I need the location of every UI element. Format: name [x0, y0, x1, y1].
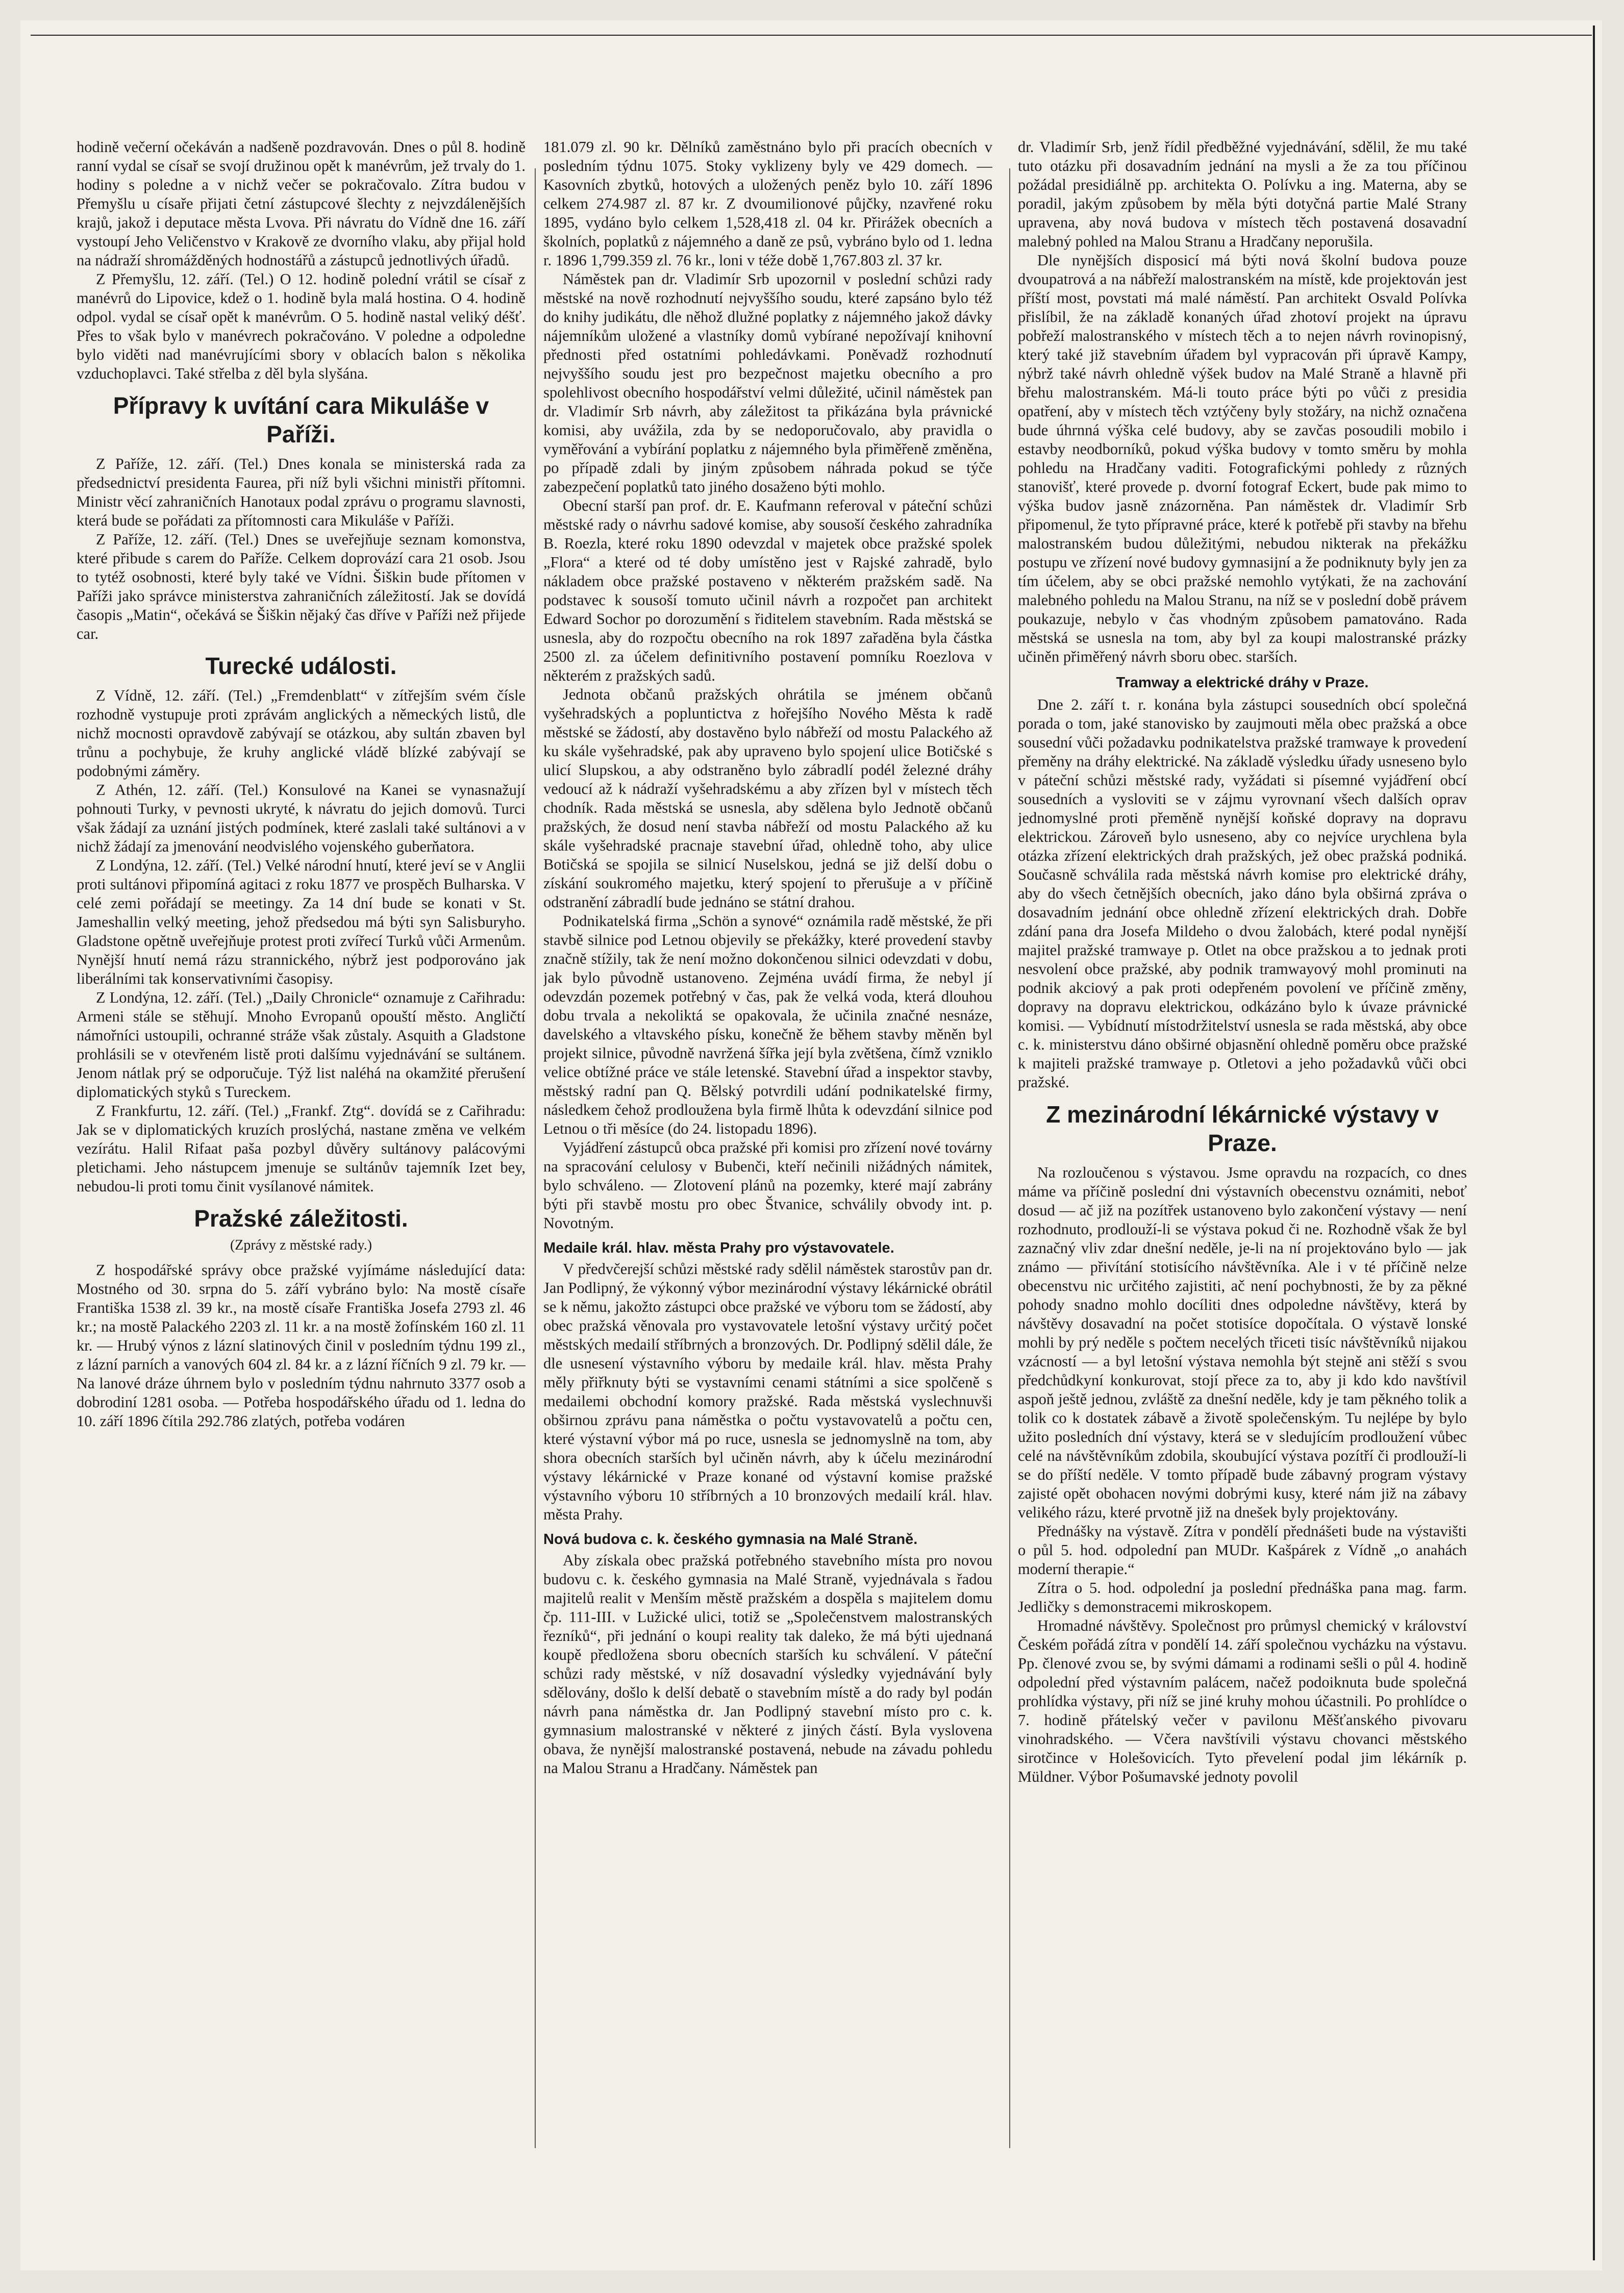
article-text: Přednášky na výstavě. Zítra v pondělí přednášeti bude na výstavišti o půl 5. hod. odpolední pan MUDr. Kašpárek z Vídně „o anahách moderní therapie.“	[1018, 1523, 1467, 1578]
article-text: Hromadné návštěvy. Společnost pro průmysl chemický v království Českém pořádá zítra v pondělí 14. září společnou vycházku na výstavu. Pp. členové zvou se, by svými dámami a rodinami sešli o půl 4. hodině odpolední před výstavním palácem, načež podoiknuta bude společná prohlídka výstavy, při níž se jiné kruhy mohou účastnili. Po prohlídce o 7. hodině přátelský večer v pavilonu Měšťanského pivovaru vinohradského. — Včera navštívili výstavu chovanci městského sirotčince v Holešovicích. Tyto převelení podal jim lékárník p. Müldner. Výbor Pošumavské jednoty povolil	[1018, 1617, 1467, 1785]
page-border-top	[31, 35, 1592, 36]
article-text: Z Paříže, 12. září. (Tel.) Dnes se uveřejňuje seznam komonstva, které přibude s carem do Paříže. Celkem doprovází cara 21 osob. Jsou to tytéž osobnosti, které byly také ve Vídni. Šiškin bude přítomen v Paříži jako správce ministerstva zahraničních záležitostí. Jak se dovídá časopis „Matin“, očekává se Šiškin nějaký čas dříve v Paříži než přijede car.	[77, 531, 526, 642]
newspaper-page	[20, 20, 1602, 2271]
article-text: Z Athén, 12. září. (Tel.) Konsulové na Kanei se vynasnažují pohnouti Turky, v pevnosti ukryté, k návratu do jejich domovů. Turci však žádají za uznání jistých podmínek, které zaslali také sultánovi a v nichž žádají za jmenování neodvislého vojenského guberňatora.	[77, 781, 526, 855]
article-text: Podnikatelská firma „Schön a synové“ oznámila radě městské, že při stavbě silnice pod Letnou objevily se překážky, které provedení stavby značně stížily, tak že není možno dokončenou silnici odevzdati v dobu, jak bylo původně ustanoveno. Zejména uvádí firma, že nebyl jí odevzdán pozemek potřebný v čas, pak že velká voda, která dlouhou dobu trvala a nekoliktá se opakovala, že učinila značné nesnáze, davelského a vltavského písku, konečně že během stavby měněn byl projekt silnice, původně navržená šířka její byla zvětšena, čímž vzniklo velice obtížné práce ve stále letenské. Stavební úřad a inspektor stavby, městský radní pan Q. Bělský potvrdili udání podnikatelské firmy, následkem čehož prodloužena byla firmě lhůta k odevzdání silnice pod Letnou o tři měsíce (do 24. listopadu 1896).	[543, 912, 992, 1137]
article-text: Dne 2. září t. r. konána byla zástupci sousedních obcí společná porada o tom, jaké stanovisko by zaujmouti měla obec pražská a obce sousední vůči požadavku podnikatelstva pražské tramwaye k provedení přeměny na dráhy elektrické. Na základě výsledku úřady usneseno bylo v páteční schůzi městské rady, vyžádati si písemné vyjádření obcí sousedních a vysloviti se v zájmu vyrovnaní všech dalších oprav jednomyslné proti přeměně nynější koňské dopravy na dopravu elektrickou. Zároveň bylo usneseno, aby co nejvíce urychlena byla otázka zřízení elektrických drah pražských, jež obec pražská podniká. Současně schválila rada městská návrh komise pro elektrické dráhy, aby do všech četnějších obecních, jako dáno byla obširná zpráva o dosavadním jednání obce ohledně zřízení elektrických drah. Dobře zdání pana dra Josefa Mildeho o dvou žalobách, které podal nynější majitel pražské tramwaye p. Otlet na obce pražskou a to jednak proti nesvolení obce pražské, aby podnik tramwayový mohl prominuti na podnik akciový a pak proti odepřeném povolení ve příčině změny, dopravy na dopravu elektrickou, odkázáno bylo k úvaze právnické komisi. — Vybídnutí místodržitelství usnesla se rada městská, aby obce c. k. ministerstvu dáno obširné objasnění ohledně poměru obce pražské k majiteli pražské tramwaye p. Otletovi a jeho požadavků vůči obci pražské.	[1018, 696, 1467, 1091]
article-text: Z Londýna, 12. září. (Tel.) „Daily Chronicle“ oznamuje z Cařihradu: Armeni stále se stěhují. Mnoho Evropanů opouští město. Angličtí námořníci ustoupili, ochranné stráže však zůstaly. Asquith a Gladstone prohlásili se v otevřeném listě proti dalšímu vyjednávání se sultánem. Jenom nátlak prý se odporučuje. Týž list naléhá na okamžité přerušení diplomatických styků s Tureckem.	[77, 989, 526, 1101]
headline-mikulas: Přípravy k uvítání cara Mikuláše v Paříži.	[113, 392, 489, 447]
article-text: Obecní starší pan prof. dr. E. Kaufmann referoval v páteční schůzi městské rady o návrhu sadové komise, aby sousoší českého zahradníka B. Roezla, které roku 1890 odevzdal v majetek obce pražské spolek „Flora“ a které od té doby umístěno jest v Rajské zahradě, bylo nákladem obce pražské postaveno v některém pražském sadě. Na podstavec k sousoší tomuto učinil návrh a rozpočet pan architekt Edward Sochor po dorozumění s řiditelem stavebním. Rada městská se usnesla, aby do rozpočtu obecního na rok 1897 zařaděna byla částka 2500 zl. za účelem definitivního postavení pomníku Roezlova v některém z pražských sadů.	[543, 497, 992, 684]
article-text: Z Paříže, 12. září. (Tel.) Dnes konala se ministerská rada za předsednictví presidenta Faurea, při níž byli všichni ministři přítomni. Ministr věcí zahraničních Hanotaux podal zprávu o programu slavnosti, která bude se pořádati za přítomnosti cara Mikuláše v Paříži.	[77, 455, 526, 529]
article-text: Z Přemyšlu, 12. září. (Tel.) O 12. hodině polední vrátil se císař z manévrů do Lipovice, kdež o 1. hodině byla malá hostina. O 4. hodině odpol. vydal se císař opět k manévrům. O 5. hodině nastal veliký déšť. Přes to však bylo v manévrech pokračováno. V poledne a odpoledne bylo viděti nad manévrujícími sbory v oblacích balon s několika vzduchoplavci. Také střelba z děl byla slyšána.	[77, 270, 526, 382]
article-text: Z Londýna, 12. září. (Tel.) Velké národní hnutí, které jeví se v Anglii proti sultánovi připomíná agitaci z roku 1877 ve prospěch Bulharska. V celé zemi pořádají se meetingy. Za 14 dní bude se konati v St. Jameshallin velký meeting, jehož předsedou má býti syn Salisburyho. Gladstone opětně uveřejňuje protest proti zvířecí Turků vůči Armenům. Nynější hnutí nemá rázu strannického, nýbrž jest podporováno jak liberálními tak konservativními časopisy.	[77, 857, 526, 987]
column-rule-2	[1009, 168, 1010, 2148]
article-text: hodině večerní očekáván a nadšeně pozdravován. Dnes o půl 8. hodině ranní vydal se císař se svojí družinou opět k manévrům, jež trvaly do 1. hodiny s poledne a v nichž večer se pokračovalo. Zítra budou v Přemyšlu u císaře přijati četní zástupcové šlechty z nejvzdálenějších krajů, jakož i deputace města Lvova. Při návratu do Vídně dne 16. září vystoupí Jeho Veličenstvo v Krakově ze dvorního vlaku, aby přijal hold na nádraží shromážděných hodnostářů a zástupců jednotlivých úřadů.	[77, 138, 526, 269]
article-text: Náměstek pan dr. Vladimír Srb upozornil v poslední schůzi rady městské na nově rozhodnutí nejvyššího soudu, které zapsáno bylo též do knihy judikátu, dle něhož dlužné poplatky z nájemného jakož dávky nájemníkům uložené a vlastníky domů vybírané nepožívají knihovní přednosti před ostatními pohledávkami. Poněvadž rozhodnutí nejvyššího soudu jest pro bezpečnost majetku obecního a pro spolehlivost obecního hospodářství velmi důležité, učinil náměstek pan dr. Vladimír Srb návrh, aby záležitost ta přikázána byla právnické komisi, aby uvážila, zda by se nedoporučovalo, aby pravidla o vyměřování a vybírání poplatku z nájemného byla přiměřeně změněna, po případě zdali by jiným způsobem náhrada pokud se týče zabezpečení poplatků tato jiného dosaženo býti mohlo.	[543, 270, 992, 495]
article-text: Vyjádření zástupců obca pražské při komisi pro zřízení nové továrny na spracování celulosy v Bubenči, kteří nečinili nižádných námitek, bylo schváleno. — Zlotovení plánů na pozemky, které mají zabrány býti při stavbě mostu pro obec Štvanice, schválily obvody int. p. Novotným.	[543, 1139, 992, 1232]
article-text: 181.079 zl. 90 kr. Dělníků zaměstnáno bylo při pracích obecních v posledním týdnu 1075. Stoky vyklizeny byly ve 429 domech. — Kasovních zbytků, hotových a uložených peněz bylo 10. září 1896 celkem 274.987 zl. 87 kr. Z dvoumilionové půjčky, nzavřené roku 1895, vydáno bylo celkem 1,528,418 zl. 04 kr. Přirážek obecních a školních, poplatků z nájemného a daně ze psů, vybráno bylo od 1. ledna r. 1896 1,799.359 zl. 76 kr., loni v téže době 1,767.803 zl. 37 kr.	[543, 138, 992, 269]
column-3	[1018, 138, 1467, 2153]
article-text: Z hospodářské správy obce pražské vyjímáme následující data: Mostného od 30. srpna do 5. září vybráno bylo: Na mostě císaře Františka 1538 zl. 39 kr., na mostě císaře Františka Josefa 2793 zl. 46 kr.; na mostě Palackého 2203 zl. 11 kr. a na mostě žofínském 160 zl. 11 kr. — Hrubý výnos z lázní slatinových činil v posledním týdnu 199 zl., z lázní parních a vanových 604 zl. 84 kr. a z lázní říčních 9 zl. 79 kr. — Na lanové dráze úhrnem bylo v posledním týdnu nahrnuto 3377 osob a dobrodiní 1281 osoba. — Potřeba hospodářského úřadu od 1. ledna do 10. září 1896 čítila 292.786 zlatých, potřeba vodáren	[77, 1261, 526, 1430]
article-text: Z Vídně, 12. září. (Tel.) „Fremdenblatt“ v zítřejším svém čísle rozhodně vystupuje proti zprávám anglických a německých listů, dle nichž mocnosti opravdově zabývají se otázkou, aby sultán zbaven byl trůnu a pochybuje, že kruhy anglické vládě blízké zabývají se podobnými záměry.	[77, 687, 526, 780]
column-2	[543, 138, 992, 2153]
headline-gymnasium: Nová budova c. k. českého gymnasia na Malé Straně.	[543, 1531, 918, 1548]
subheadline-prazske: (Zprávy z městské rady.)	[230, 1237, 372, 1253]
article-text: Jednota občanů pražských ohrátila se jménem občanů vyšehradských a popluntictva z hořejšího Nového Města k radě městské se žádostí, aby dostavěno bylo nábřeží od mostu Palackého až ku skále vyšehradské, pak aby upraveno bylo spojení ulice Botičské s ulicí Slupskou, a aby odstraněno bylo zábradlí podél železné dráhy vedoucí až k nádraží vyšehradskému a aby zřízen byl v místech těch chodník. Rada městská se usnesla, aby sdělena bylo Jednotě občanů pražských, že dosud není stavba nábřeží od mostu Palackého až ku skále vyšehradské pracnaje stavební úřad, ohledně toho, aby ulice Botičská se spojila se silnicí Nuselskou, jedná se již delší dobu o získání soukromého majetku, který spojení to přerušuje a v příčině odstranění zábradlí bude jednáno se státní drahou.	[543, 686, 992, 911]
column-1	[77, 138, 526, 2153]
headline-turecke: Turecké události.	[205, 653, 397, 679]
column-rule-1	[535, 168, 536, 2148]
article-text: Na rozloučenou s výstavou. Jsme opravdu na rozpacích, co dnes máme va příčině poslední dni výstavních obecenstvu oznámiti, neboť dosud — ač již na pozítřek ustanoveno bylo zakončení výstavy — není rozhodnuto, prodlouží-li se výstava pokud či ne. Rozhodně však že byl zaznačný vliv zdar dnešní neděle, je-li na ní projektováno bylo — jak známo — přivítání stotisícího návštěvníka. Ale i v té příčině nelze obecenstvu nic určitého zajistiti, ač není pochybnosti, že by za pěkné pohody snadno mohlo docíliti dnes odpoledne návštěvy, která by návštěvy dosavadní na počet stotisíce dopočítala. O výstavě lonské mohli by prý neděle s počtem necelých třiceti tisíc návštěvníků nijakou vzácností — a byl letošní výstava nemohla být stejně ani stěží s svou předchůdkyní konkurovat, stojí přece za to, aby ji kdo kdo navštívil aspoň ještě jednou, zvláště za dnešní neděle, kdy je tam pěkného tolik a tolik co k dostatek zábavě a životě společenským. Tu nejlépe by bylo užito posledních dní výstavy, která se v sledujícím prodloužení vůbec celé na návštěvníkům zdobila, skoubující výstava pozítří či prodlouží-li se do příští neděle. V tomto případě bude zábavný program výstavy zajisté opět obohacen novými dobrými kusy, které nám již na zábavy velikého rázu, které prvotně již na dnešek byly projektovány.	[1018, 1164, 1467, 1521]
page-border-right	[1593, 26, 1595, 2260]
headline-prazske: Pražské záležitosti.	[194, 1205, 408, 1232]
article-text: V předvčerejší schůzi městské rady sdělil náměstek starostův pan dr. Jan Podlipný, že výkonný výbor mezinárodní výstavy lékárnické obrátil se k němu, jakožto zástupci obce pražské ve výboru tom se žádostí, aby obec pražská věnovala pro vystavovatele letošní výstavy určitý počet městských medailí stříbrných a bronzových. Dr. Podlipný sdělil dále, že dle usnesení výstavního výboru by medaile král. hlav. města Prahy měly přiřknuty býti se vystavními cenami státními a sice spolčeně s medailemi obchodní komory pražské. Rada městská vyslechnuvši obširnou zprávu pana náměstka o počtu vystavovatelů a počtu cen, které výstavní výbor má po ruce, usnesla se jednomyslně na tom, aby shora obecních starších byl učiněn návrh, aby k účelu mezinárodní výstavy lékárnické v Praze konané od výstavní komise pražské výstavního výboru 10 stříbrných a 10 bronzových medailí král. hlav. města Prahy.	[543, 1260, 992, 1523]
headline-vystava: Z mezinárodní lékárnické výstavy v Praze.	[1046, 1101, 1439, 1156]
headline-tramway: Tramway a elektrické dráhy v Praze.	[1116, 675, 1369, 691]
article-text: Zítra o 5. hod. odpolední ja poslední přednáška pana mag. farm. Jedličky s demonstracemi mikroskopem.	[1018, 1579, 1467, 1615]
article-text: Z Frankfurtu, 12. září. (Tel.) „Frankf. Ztg“. dovídá se z Cařihradu: Jak se v diplomatických kruzích proslýchá, nastane změna ve velkém vezírátu. Halil Rifaat paša pozbyl důvěry sultánovy palácovými pletichami. Jeho nástupcem jmenuje se sultánův tajemník Izet bey, nebudou-li proti tomu činit vysílanové námitek.	[77, 1102, 526, 1195]
article-text: Aby získala obec pražská potřebného stavebního místa pro novou budovu c. k. českého gymnasia na Malé Straně, vyjednávala s řadou majitelů realit v Menším městě pražském a dospěla s majitelem domu čp. 111-III. v Lužické ulici, totiž se „Společenstvem malostranských řezníků“, při jednání o koupi reality tak daleko, že má býti ujednaná koupě předložena sboru obecních starších ku schválení. V páteční schůzi rady městské, v níž dosavadní výsledky vyjednávání byly sdělovány, došlo k delší debatě o stavebním místě a do rady byl podán návrh pana náměstka dr. Jan Podlipný stavební místo pro c. k. gymnasium malostranské v některé z jiných částí. Byla vyslovena obava, že nynější malostranské postavená, nebude na závadu pohledu na Malou Stranu a Hradčany. Náměstek pan	[543, 1552, 992, 1777]
article-text: Dle nynějších disposicí má býti nová školní budova pouze dvoupatrová a na nábřeží malostranském na místě, kde projektován jest příští most, povstati má malé náměstí. Pan architekt Osvald Polívka přislíbil, že na základě konaných úřad zhotoví projekt na úpravu pobřeží malostranského v místech těch a to nejen návrh rovinopisný, který také již stavebním úřadem byl vypracován při úpravě Kampy, nýbrž také návrh ohledně výšek budov na Malé Straně a hlavně při břehu malostranském. Má-li touto práce býti po vůči z presidia opatření, aby v místech těch vztýčeny byly stožáry, na nichž označena bude úhrnná výška celé budovy, aby se zavčas posoudili mobilo i estavby neodborníků, pokud výška budovy v tomto směru by mohla pohledu na Hradčany vaditi. Fotografickými pohledy z různých stanovišť, které provede p. dvorní fotograf Eckert, bude pak mimo to výška budov jasně znázorněna. Pan náměstek dr. Vladimír Srb připomenul, že tyto přípravné práce, které k potřebě při stavby na břehu malostranském budou důležitými, nebudou nikterak na překážku postupu ve zřízení nové budovy gymnasijní a že podniknuty byly jen za tím účelem, aby se obci pražské nemohlo vytýkati, že na zachování malebného pohledu na Malou Stranu, na níž se v poslední době právem poukazuje, nebylo v čas vhodným způsobem pamatováno. Rada městská se usnesla na tom, aby byl za koupi malostranské prázky učiněn přiměřený návrh sboru obec. starších.	[1018, 252, 1467, 665]
headline-medaile: Medaile král. hlav. města Prahy pro výstavovatele.	[543, 1240, 894, 1256]
article-text: dr. Vladimír Srb, jenž řídil předběžné vyjednávání, sdělil, že mu také tuto otázku při dosavadním jednání na mysli a že za tou příčinou požádal presidiálně pp. architekta O. Polívku a ing. Materna, aby se poradil, jakým způsobem by měla býti dotyčná partie Malé Strany upravena, aby nová budova v místech těch postavená dosavadní malebný pohled na Malou Stranu a Hradčany neporušila.	[1018, 138, 1467, 250]
